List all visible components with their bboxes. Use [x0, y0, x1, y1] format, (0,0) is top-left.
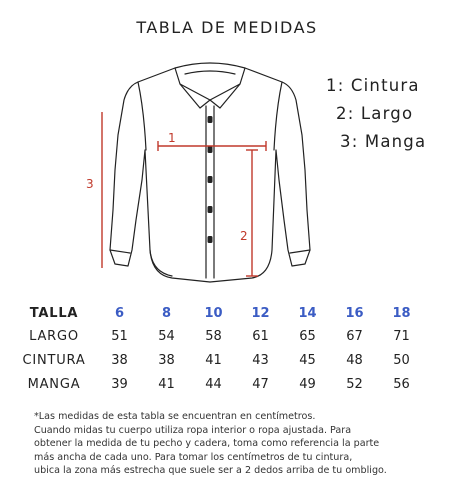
cell: 71	[393, 328, 410, 344]
size-12: 12	[251, 305, 270, 321]
note-line: más ancha de cada uno. Para tomar los centímetros de tu cintura,	[34, 451, 353, 463]
cell: 56	[393, 376, 410, 392]
cell: 50	[393, 352, 410, 368]
cell: 41	[205, 352, 222, 368]
size-18: 18	[392, 305, 411, 321]
size-table-header	[12, 302, 425, 324]
shirt-button	[208, 176, 213, 183]
cell: 45	[299, 352, 316, 368]
measure-label-1: 1	[168, 131, 176, 145]
cell: 65	[299, 328, 316, 344]
size-16: 16	[345, 305, 364, 321]
cell: 54	[158, 328, 175, 344]
cell: 38	[111, 352, 128, 368]
legend-item-manga: 3: Manga	[340, 132, 427, 151]
measurement-legend	[326, 72, 426, 156]
note-line: Cuando midas tu cuerpo utiliza ropa interior o ropa ajustada. Para	[34, 424, 352, 436]
legend-item-largo: 2: Largo	[336, 104, 414, 123]
cell: 49	[299, 376, 316, 392]
note-line: obtener la medida de tu pecho y cadera, toma como referencia la parte	[34, 438, 380, 449]
page-title: TABLA DE MEDIDAS	[136, 18, 318, 37]
measure-label-2: 2	[240, 229, 248, 243]
row-label: MANGA	[27, 376, 81, 392]
cell: 52	[346, 376, 363, 392]
legend-item-cintura: 1: Cintura	[326, 76, 420, 95]
cell: 51	[111, 328, 128, 344]
cell: 67	[346, 328, 363, 344]
cell: 48	[346, 352, 363, 368]
cell: 47	[252, 376, 269, 392]
shirt-collar	[175, 63, 245, 100]
row-label: LARGO	[29, 328, 79, 344]
table-row-manga	[12, 372, 425, 396]
size-6: 6	[114, 305, 125, 321]
shirt-button	[208, 146, 213, 153]
cell: 44	[205, 376, 222, 392]
table-row-largo	[12, 324, 425, 348]
note-line: ubica la zona más estrecha que suele ser a 2 dedos arriba de tu ombligo.	[34, 465, 387, 476]
shirt-button	[208, 116, 213, 123]
cell: 38	[158, 352, 175, 368]
shirt-button	[208, 206, 213, 213]
note-line: *Las medidas de esta tabla se encuentran en centímetros.	[34, 411, 316, 422]
size-10: 10	[204, 305, 223, 321]
header-talla: TALLA	[29, 305, 79, 321]
size-table	[12, 302, 425, 396]
cell: 39	[111, 376, 128, 392]
shirt-button	[208, 236, 213, 243]
row-label: CINTURA	[22, 352, 86, 368]
table-row-cintura	[12, 348, 425, 372]
cell: 43	[252, 352, 269, 368]
measurement-note	[34, 410, 434, 478]
cell: 58	[205, 328, 222, 344]
cell: 61	[252, 328, 269, 344]
shirt-diagram	[80, 50, 330, 295]
measure-label-3: 3	[86, 177, 94, 191]
cell: 41	[158, 376, 175, 392]
size-14: 14	[298, 305, 317, 321]
size-8: 8	[161, 305, 172, 321]
